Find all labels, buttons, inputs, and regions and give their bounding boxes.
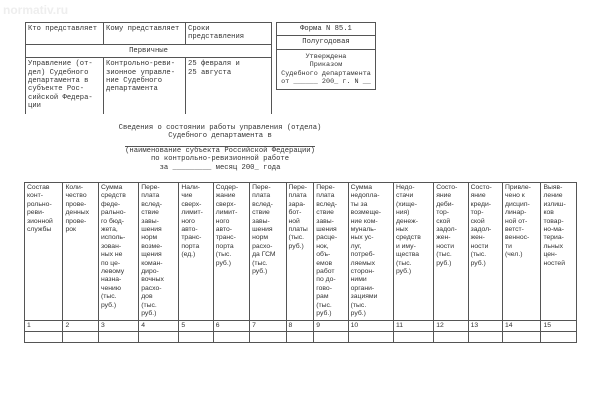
- heading-line-5: за _________ месяц 200_ года: [159, 163, 281, 172]
- column-header-9: Пере- плата вслед- ствие завы- шения расце- нок, объ- емов работ по до- гово- рам (тыс. руб.): [314, 183, 348, 321]
- deadline-cell: 25 февраля и 25 августа: [186, 58, 272, 114]
- form-period: Полугодовая: [277, 36, 376, 49]
- heading-line-1: Сведения о состоянии работы управления (отдела): [118, 124, 322, 132]
- column-number-7: 7: [250, 320, 286, 331]
- data-cell-6: [213, 331, 249, 342]
- col-to-whom-header: Кому представляет: [104, 23, 186, 45]
- column-number-5: 5: [179, 320, 213, 331]
- column-header-6: Содер- жание сверх- лимит- ного авто- транс- порта (тыс. руб.): [213, 183, 249, 321]
- column-number-11: 11: [393, 320, 433, 331]
- heading-line-4: по контрольно-ревизионной работе: [150, 155, 290, 164]
- data-cell-10: [348, 331, 393, 342]
- column-number-9: 9: [314, 320, 348, 331]
- data-cell-11: [393, 331, 433, 342]
- column-number-13: 13: [468, 320, 502, 331]
- form-box: [276, 22, 376, 90]
- column-number-10: 10: [348, 320, 393, 331]
- column-number-2: 2: [63, 320, 99, 331]
- data-cell-9: [314, 331, 348, 342]
- audit-results-table: [24, 182, 577, 343]
- column-header-12: Состо- яние деби- тор- ской задол- жен- ности (тыс. руб.): [434, 183, 468, 321]
- data-cell-14: [503, 331, 541, 342]
- to-whom-cell: Контрольно-реви- зионное управле- ние Судебного департамента: [104, 58, 186, 114]
- report-heading: [60, 124, 380, 172]
- heading-line-2: Судебного департамента в: [168, 132, 272, 141]
- column-number-12: 12: [434, 320, 468, 331]
- column-header-8: Пере- плата зара- бот- ной платы (тыс. руб.): [286, 183, 314, 321]
- column-header-15: Выяв- ление излиш- ков товар- но-ма- териа- льных цен- ностей: [541, 183, 577, 321]
- column-number-15: 15: [541, 320, 577, 331]
- column-header-5: Нали- чие сверх- лимит- ного авто- транс- порта (ед.): [179, 183, 213, 321]
- who-cell: Управление (от- дел) Судебного департамента в субъекте Рос- сийской Федера- ции: [26, 58, 104, 114]
- column-header-7: Пере- плата вслед- ствие завы- шения норм расхо- да ГСМ (тыс. руб.): [250, 183, 286, 321]
- column-header-10: Сумма недопла- ты за возмеще- ние ком- муналь- ных ус- луг, потреб- ляемых сторон- ними органи- зациями (тыс. руб.): [348, 183, 393, 321]
- data-cell-13: [468, 331, 502, 342]
- column-header-1: Состав конт- рольно- реви- зионной службы: [25, 183, 63, 321]
- col-who-header: Кто представляет: [26, 23, 104, 45]
- data-cell-15: [541, 331, 577, 342]
- report-type: Первичные: [26, 44, 272, 57]
- column-number-6: 6: [213, 320, 249, 331]
- column-header-14: Привле- чено к дисцип- линар- ной от- ветст- веннос- ти (чел.): [503, 183, 541, 321]
- data-cell-5: [179, 331, 213, 342]
- data-cell-7: [250, 331, 286, 342]
- column-header-3: Сумма средств феде- рально- го бюд- жета, исполь- зован- ных не по це- левому назна- чению (тыс. руб.): [98, 183, 138, 321]
- data-cell-3: [98, 331, 138, 342]
- data-cell-8: [286, 331, 314, 342]
- column-number-14: 14: [503, 320, 541, 331]
- column-number-3: 3: [98, 320, 138, 331]
- submission-table: [25, 22, 272, 114]
- column-header-2: Коли- чество прове- денных прове- рок: [63, 183, 99, 321]
- data-cell-12: [434, 331, 468, 342]
- form-number: Форма N 85.1: [277, 23, 376, 36]
- column-number-8: 8: [286, 320, 314, 331]
- heading-line-3: (наименование субъекта Российской Федерации): [125, 146, 315, 155]
- data-cell-2: [63, 331, 99, 342]
- approval-note: Утверждена Приказом Судебного департамента от ______ 200_ г. N __: [277, 49, 376, 90]
- column-number-1: 1: [25, 320, 63, 331]
- column-header-4: Пере- плата вслед- ствие завы- шения норм возме- щения коман- диро- вочных расхо- дов (тыс. руб.): [139, 183, 179, 321]
- column-header-13: Состо- яние креди- тор- ской задол- жен- ности (тыс. руб.): [468, 183, 502, 321]
- watermark: normativ.ru: [3, 3, 69, 17]
- data-cell-4: [139, 331, 179, 342]
- column-header-11: Недо- стачи (хище- ния) денеж- ных средств и иму- щества (тыс. руб.): [393, 183, 433, 321]
- column-number-4: 4: [139, 320, 179, 331]
- data-cell-1: [25, 331, 63, 342]
- col-deadline-header: Сроки представления: [186, 23, 272, 45]
